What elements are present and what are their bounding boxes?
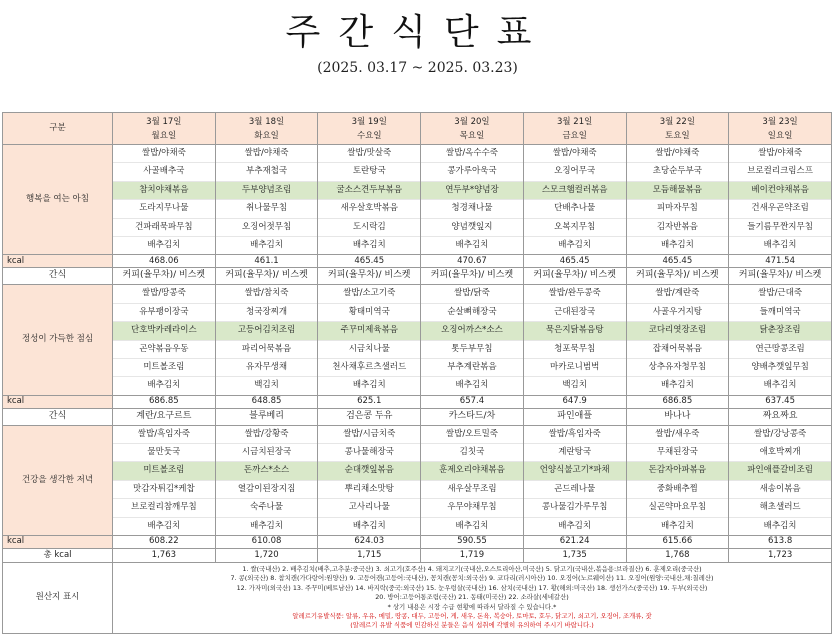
dinner-label: 건강을 생각한 저녁	[3, 425, 113, 535]
breakfast-menu-cell	[421, 145, 524, 255]
lunch-menu-cell	[421, 285, 524, 395]
menu-item: 열감이된장지짐	[216, 481, 318, 499]
snack_am-row	[3, 268, 832, 285]
day-header	[421, 113, 524, 145]
day-date: 3월 21일	[556, 116, 593, 127]
menu-item: 쌀밥/흑임자죽	[113, 426, 215, 444]
snack_pm-row	[3, 408, 832, 425]
day-weekday: 금요일	[562, 130, 587, 141]
day-date: 3월 19일	[351, 116, 387, 127]
menu-item: 백김치	[562, 380, 587, 391]
menu-item: 묵은지닭볶음탕	[524, 322, 626, 340]
page-title: 주간식단표	[285, 12, 550, 53]
menu-item: 들깨미역국	[729, 304, 831, 322]
menu-item: 도시락김	[318, 219, 420, 237]
menu-item: 새송이볶음	[729, 481, 831, 499]
dinner-menu-cell	[113, 425, 216, 535]
menu-item: 쌀밥/옥수수죽	[421, 145, 523, 163]
menu-item: 쌀밥/야채죽	[627, 145, 729, 163]
kcal-value: 608.22	[113, 536, 216, 549]
menu-item: 우무야채무침	[421, 499, 523, 517]
kcal-value: 647.9	[523, 395, 626, 408]
menu-item: 콩나물김가루무침	[524, 499, 626, 517]
snack_pm-item: 파인애플	[523, 408, 626, 425]
menu-item: 새우살무조림	[421, 481, 523, 499]
day-weekday: 화요일	[254, 130, 279, 141]
kcal-label: kcal	[3, 395, 113, 408]
kcal-value: 625.1	[318, 395, 421, 408]
menu-item: 오복지무침	[524, 219, 626, 237]
day-header	[626, 113, 729, 145]
menu-item: 쌀밥/새우죽	[627, 426, 729, 444]
menu-item: 부추계란볶음	[421, 359, 523, 377]
menu-item: 계란탕국	[524, 444, 626, 462]
menu-item: 순살뼈해장국	[421, 304, 523, 322]
day-weekday: 목요일	[459, 130, 485, 141]
day-weekday: 토요일	[665, 130, 690, 141]
menu-item: 닭춘장조림	[729, 322, 831, 340]
snack_am-item: 커피(율무차)/ 비스켓	[729, 268, 832, 285]
dinner-menu-cell	[626, 425, 729, 535]
menu-item: 단배추나물	[524, 200, 626, 218]
snack_pm-item: 바나나	[626, 408, 729, 425]
total-item: 1,723	[729, 549, 832, 563]
breakfast-menu-cell	[215, 145, 318, 255]
dinner-kcal-row	[3, 536, 832, 549]
menu-item: 배추김치	[763, 380, 797, 391]
menu-item: 두부양념조림	[216, 182, 318, 200]
menu-item: 톳두부무침	[421, 341, 523, 359]
lunch-kcal-row	[3, 395, 832, 408]
menu-item: 쌀밥/야채죽	[216, 145, 318, 163]
kcal-value: 471.54	[729, 255, 832, 268]
menu-item: 배추김치	[558, 520, 592, 531]
snack_am-item: 커피(율무차)/ 비스켓	[113, 268, 216, 285]
menu-item: 배추김치	[455, 380, 489, 391]
menu-item: 배추김치	[558, 239, 592, 250]
kcal-value: 610.08	[215, 536, 318, 549]
menu-item: 배추김치	[250, 520, 283, 531]
menu-item: 유부팽이장국	[113, 304, 215, 322]
menu-item: 부추재첩국	[216, 163, 318, 181]
menu-item: 무채된장국	[627, 444, 729, 462]
lunch-menu-cell	[523, 285, 626, 395]
menu-item: 베이컨야채볶음	[729, 182, 831, 200]
breakfast-label: 행복을 여는 아침	[3, 145, 113, 255]
menu-item: 애호박찌개	[729, 444, 831, 462]
total-row	[3, 549, 832, 563]
menu-item: 브로컬리참깨무침	[113, 499, 215, 517]
menu-item: 쌀밥/강낭콩죽	[729, 426, 831, 444]
total-label: 총 kcal	[3, 549, 113, 563]
day-date: 3월 17일	[146, 116, 182, 127]
breakfast-menu-cell	[729, 145, 832, 255]
menu-item: 곤약볶음우동	[113, 341, 215, 359]
menu-item: 천사채후르츠샐러드	[318, 359, 420, 377]
kcal-value: 590.55	[421, 536, 524, 549]
dinner-menu-cell	[318, 425, 421, 535]
day-date: 3월 22일	[659, 116, 696, 127]
menu-item: 쌀밥/닭죽	[421, 285, 523, 303]
menu-item: 미트볼조림	[113, 462, 215, 480]
menu-item: 미트볼조림	[113, 359, 215, 377]
snack_pm-item: 계란/요구르트	[113, 408, 216, 425]
kcal-label: kcal	[3, 536, 113, 549]
total-item: 1,715	[318, 549, 421, 563]
menu-item: 돈까스*소스	[216, 462, 318, 480]
lunch-row	[3, 285, 832, 395]
day-date: 3월 23일	[762, 116, 798, 127]
breakfast-row	[3, 145, 832, 255]
breakfast-menu-cell	[626, 145, 729, 255]
allergy-list: 알레르기유발식품: 알류, 우유, 메밀, 땅콩, 대두, 고등어, 게, 새우, 돈육, 복숭아, 토마토, 호두, 닭고기, 쇠고기, 오징어, 조개류, 잣	[292, 612, 652, 621]
menu-item: 오징어젓무침	[216, 219, 318, 237]
menu-item: 숙주나물	[216, 499, 318, 517]
menu-item: 사골우거지탕	[627, 304, 729, 322]
menu-item: 취나물무침	[216, 200, 318, 218]
snack_am-item: 커피(율무차)/ 비스켓	[421, 268, 524, 285]
day-weekday: 수요일	[356, 130, 382, 141]
menu-item: 고사리나물	[318, 499, 420, 517]
menu-item: 콩가루아욱국	[421, 163, 523, 181]
menu-item: 배추김치	[352, 520, 386, 531]
menu-item: 배추김치	[352, 239, 386, 250]
menu-item: 피마자무침	[627, 200, 729, 218]
total-item: 1,720	[215, 549, 318, 563]
origin-line: 7. 콩(외국산) 8. 참치캔(가다랑어:원양산) 9. 고등어캔(고등어:국내산), 꽁치캔(꽁치:외국산) 9. 코다리(러시아산) 10. 오징어(노르웨이산) 11. 오징어(원양:국내산,채:칠레산)	[230, 574, 714, 583]
lunch-menu-cell	[215, 285, 318, 395]
day-date: 3월 20일	[454, 116, 490, 127]
kcal-value: 686.85	[626, 395, 729, 408]
menu-item: 곤드레나물	[524, 481, 626, 499]
menu-item: 오징어까스*소스	[421, 322, 523, 340]
dinner-menu-cell	[421, 425, 524, 535]
snack_am-label: 간식	[3, 268, 113, 285]
menu-item: 건파래묵파무침	[113, 219, 215, 237]
menu-item: 쌀밥/야채죽	[729, 145, 831, 163]
menu-item: 쌀밥/맛살죽	[318, 145, 420, 163]
menu-item: 쌀밥/강황죽	[216, 426, 318, 444]
total-item: 1,719	[421, 549, 524, 563]
menu-item: 쌀밥/근대죽	[729, 285, 831, 303]
menu-period: (2025. 03.17 ~ 2025. 03.23)	[317, 60, 518, 76]
allergy-note: (알레르기 유발 식품에 민감하신 분들은 음식 섭취에 각별히 유의하여 주시기 바랍니다.)	[350, 621, 594, 630]
breakfast-menu-cell	[113, 145, 216, 255]
menu-item: 황태미역국	[318, 304, 420, 322]
day-header	[523, 113, 626, 145]
menu-item: 단호박카레라이스	[113, 322, 215, 340]
menu-item: 연두부*양념장	[421, 182, 523, 200]
menu-item: 브로컬리크림스프	[729, 163, 831, 181]
weekly-menu-table	[2, 112, 832, 634]
dinner-row	[3, 425, 832, 535]
header-row	[3, 113, 832, 145]
lunch-label: 정성이 가득한 점심	[3, 285, 113, 395]
lunch-menu-cell	[729, 285, 832, 395]
breakfast-kcal-row	[3, 255, 832, 268]
menu-item: 새우살호박볶음	[318, 200, 420, 218]
menu-item: 유자무생채	[216, 359, 318, 377]
kcal-value: 624.03	[318, 536, 421, 549]
menu-item: 파인애플갈비조림	[729, 462, 831, 480]
day-header	[113, 113, 216, 145]
menu-item: 청경채나물	[421, 200, 523, 218]
menu-item: 스모크햄컬러볶음	[524, 182, 626, 200]
menu-item: 물만둣국	[113, 444, 215, 462]
kcal-value: 465.45	[523, 255, 626, 268]
menu-item: 쌀밥/야채죽	[113, 145, 215, 163]
menu-item: 배추김치	[147, 520, 181, 531]
menu-item: 건새우곤약조림	[729, 200, 831, 218]
snack_pm-item: 짜요짜요	[729, 408, 832, 425]
origin-line: 20. 방어:고등어통조림(국산) 21. 동태(미국산) 22. 소라살(세네갈산)	[375, 593, 569, 602]
menu-item: 배추김치	[660, 380, 694, 391]
menu-item: 배추김치	[147, 239, 181, 250]
supply-note: * 상기 내용은 시장 수급 현황에 따라서 달라질 수 있습니다.*	[387, 602, 557, 611]
lunch-menu-cell	[626, 285, 729, 395]
day-header	[215, 113, 318, 145]
menu-item: 배추김치	[763, 239, 797, 250]
kcal-value: 686.85	[113, 395, 216, 408]
menu-item: 들기름무짠지무침	[729, 219, 831, 237]
menu-item: 사골배추국	[113, 163, 215, 181]
menu-item: 중화배추찜	[627, 481, 729, 499]
menu-item: 오징어무국	[524, 163, 626, 181]
menu-item: 쌀밥/시금치죽	[318, 426, 420, 444]
menu-item: 주꾸미제육볶음	[318, 322, 420, 340]
total-item: 1,735	[523, 549, 626, 563]
menu-item: 배추김치	[250, 239, 283, 250]
menu-item: 배추김치	[352, 380, 386, 391]
day-date: 3월 18일	[248, 116, 285, 127]
total-item: 1,768	[626, 549, 729, 563]
kcal-value: 465.45	[318, 255, 421, 268]
lunch-menu-cell	[113, 285, 216, 395]
kcal-value: 657.4	[421, 395, 524, 408]
menu-item: 시금치나물	[318, 341, 420, 359]
menu-item: 쌀밥/흑임자죽	[524, 426, 626, 444]
day-weekday: 일요일	[767, 130, 793, 141]
menu-item: 연근땅콩조림	[729, 341, 831, 359]
menu-item: 배추김치	[147, 380, 181, 391]
total-item: 1,763	[113, 549, 216, 563]
kcal-value: 470.67	[421, 255, 524, 268]
menu-item: 상추유자청무침	[627, 359, 729, 377]
menu-item: 코다리엿장조림	[627, 322, 729, 340]
menu-item: 마카로니범벅	[524, 359, 626, 377]
kcal-value: 461.1	[215, 255, 318, 268]
kcal-value: 615.66	[626, 536, 729, 549]
snack_pm-item: 검은콩 두유	[318, 408, 421, 425]
menu-item: 배추김치	[660, 520, 694, 531]
menu-item: 순대깻잎볶음	[318, 462, 420, 480]
snack_am-item: 커피(율무차)/ 비스켓	[626, 268, 729, 285]
menu-item: 쌀밥/땅콩죽	[113, 285, 215, 303]
menu-item: 모듬해물볶음	[627, 182, 729, 200]
menu-item: 쌀밥/오트밀죽	[421, 426, 523, 444]
menu-item: 배추김치	[660, 239, 694, 250]
menu-item: 잡채어묵볶음	[627, 341, 729, 359]
dinner-menu-cell	[523, 425, 626, 535]
menu-item: 돈감자아파볶음	[627, 462, 729, 480]
snack_am-item: 커피(율무차)/ 비스켓	[215, 268, 318, 285]
lunch-menu-cell	[318, 285, 421, 395]
kcal-value: 468.06	[113, 255, 216, 268]
menu-item: 실곤약마요무침	[627, 499, 729, 517]
menu-item: 쌀밥/야채죽	[524, 145, 626, 163]
menu-item: 백김치	[254, 380, 279, 391]
menu-item: 쌀밥/계란죽	[627, 285, 729, 303]
menu-item: 양배추깻잎무침	[729, 359, 831, 377]
kcal-value: 613.8	[729, 536, 832, 549]
menu-item: 고등어김치조림	[216, 322, 318, 340]
dinner-menu-cell	[215, 425, 318, 535]
day-header	[729, 113, 832, 145]
menu-item: 청국장찌개	[216, 304, 318, 322]
menu-item: 양념깻잎지	[421, 219, 523, 237]
kcal-value: 621.24	[523, 536, 626, 549]
origin-line: 1. 쌀(국내산) 2. 배추김치(배추,고추분:중국산) 3. 쇠고기(호주산) 4. 돼지고기(국내산,오스트리아산,미국산) 5. 닭고기(국내산,볶음용:브라질산) 6. 훈제오리(중국산)	[242, 565, 702, 574]
menu-item: 굴소스견두부볶음	[318, 182, 420, 200]
menu-item: 도라지무나물	[113, 200, 215, 218]
menu-item: 청포묵무침	[524, 341, 626, 359]
menu-item: 쌀밥/소고기죽	[318, 285, 420, 303]
menu-item: 맛감자튀김*케찹	[113, 481, 215, 499]
menu-item: 쌀밥/완두콩죽	[524, 285, 626, 303]
menu-item: 배추김치	[763, 520, 797, 531]
day-weekday: 월요일	[151, 130, 177, 141]
menu-item: 해초샐러드	[729, 499, 831, 517]
menu-item: 언양식불고기*파채	[524, 462, 626, 480]
menu-item: 토란탕국	[318, 163, 420, 181]
menu-item: 김자반볶음	[627, 219, 729, 237]
day-header	[318, 113, 421, 145]
menu-item: 뿌리채소맛탕	[318, 481, 420, 499]
menu-item: 콩나물해장국	[318, 444, 420, 462]
menu-item: 훈제오리야채볶음	[421, 462, 523, 480]
snack_pm-item: 블루베리	[215, 408, 318, 425]
snack_am-item: 커피(율무차)/ 비스켓	[523, 268, 626, 285]
menu-item: 김칫국	[421, 444, 523, 462]
snack_am-item: 커피(율무차)/ 비스켓	[318, 268, 421, 285]
menu-item: 배추김치	[455, 239, 489, 250]
menu-item: 근대된장국	[524, 304, 626, 322]
snack_pm-item: 카스타드/차	[421, 408, 524, 425]
dinner-menu-cell	[729, 425, 832, 535]
menu-item: 파리어묵볶음	[216, 341, 318, 359]
breakfast-menu-cell	[523, 145, 626, 255]
breakfast-menu-cell	[318, 145, 421, 255]
header-label: 구분	[3, 113, 113, 145]
menu-item: 초당순두부국	[627, 163, 729, 181]
menu-item: 쌀밥/참치죽	[216, 285, 318, 303]
menu-item: 참치야채볶음	[113, 182, 215, 200]
kcal-value: 465.45	[626, 255, 729, 268]
menu-item: 시금치된장국	[216, 444, 318, 462]
kcal-label: kcal	[3, 255, 113, 268]
menu-item: 배추김치	[455, 520, 489, 531]
kcal-value: 648.85	[215, 395, 318, 408]
origin-label: 원산지 표시	[3, 563, 113, 634]
origin-line: 12. 가자미(외국산) 13. 주꾸미(베트남산) 14. 바지락(중국:외국산) 15. 눈우렁살(국내산) 16. 삼치(국내산) 17. 황(해외:미국산) 18. 생선가스(중국산) 19. 두부(외국산)	[236, 583, 708, 592]
snack_pm-label: 간식	[3, 408, 113, 425]
kcal-value: 637.45	[729, 395, 832, 408]
